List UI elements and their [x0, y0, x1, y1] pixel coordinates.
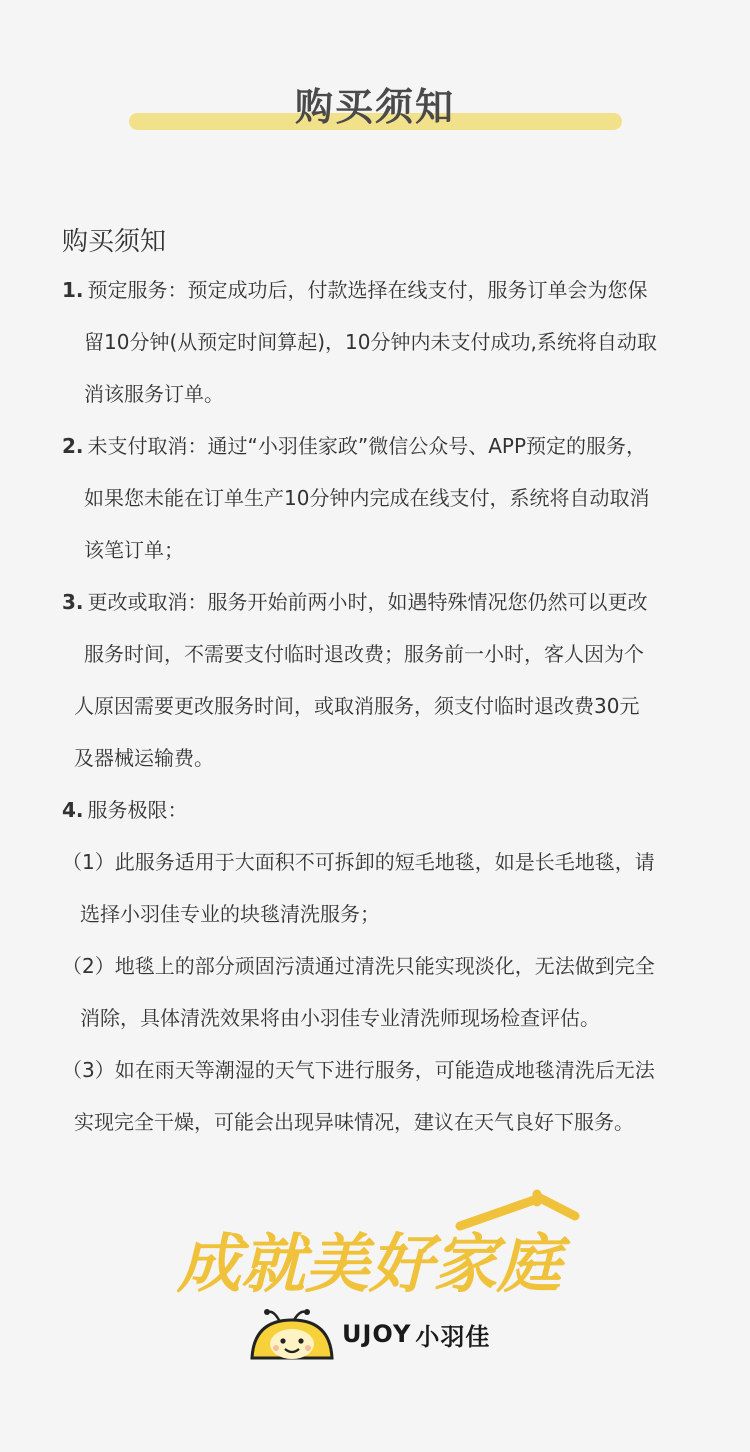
item-number: 2.: [62, 434, 84, 458]
slogan-logo: [175, 1188, 585, 1298]
bee-mascot-icon: [250, 1308, 334, 1360]
notice-item-2: [62, 420, 692, 576]
notice-sub-item-2: [62, 940, 692, 1044]
item-number: 4.: [62, 798, 84, 822]
notice-line: （1）此服务适用于大面积不可拆卸的短毛地毯，如是长毛地毯，请: [62, 850, 655, 874]
item-number: 3.: [62, 590, 84, 614]
brand-cn: 小羽佳: [415, 1322, 491, 1351]
notice-item-1: [62, 264, 692, 420]
brand-en: UJOY: [342, 1320, 412, 1348]
notice-sub-item-1: [62, 836, 692, 940]
notice-line: 选择小羽佳专业的块毯清洗服务；: [80, 902, 380, 926]
notice-line: 消除，具体清洗效果将由小羽佳专业清洗师现场检查评估。: [80, 1006, 600, 1030]
notice-item-4: [62, 784, 692, 836]
notice-line: 2. 未支付取消：通过“小羽佳家政”微信公众号、APP预定的服务，: [62, 434, 647, 458]
notice-line: 实现完全干燥，可能会出现异味情况，建议在天气良好下服务。: [74, 1110, 634, 1134]
brand-logo-row: [250, 1308, 490, 1360]
notice-line: （2）地毯上的部分顽固污渍通过清洗只能实现淡化，无法做到完全: [62, 954, 655, 978]
notice-line: （3）如在雨天等潮湿的天气下进行服务，可能造成地毯清洗后无法: [62, 1058, 655, 1082]
page-header: [0, 70, 750, 140]
notice-line: 如果您未能在订单生产10分钟内完成在线支付，系统将自动取消: [84, 486, 650, 510]
notice-item-3: [62, 576, 692, 784]
notice-line: 消该服务订单。: [84, 382, 224, 406]
notice-line: 1. 预定服务：预定成功后，付款选择在线支付，服务订单会为您保: [62, 278, 648, 302]
notice-sub-item-3: [62, 1044, 692, 1148]
notice-line: 留10分钟(从预定时间算起)，10分钟内未支付成功,系统将自动取: [84, 330, 657, 354]
notice-line: 3. 更改或取消：服务开始前两小时，如遇特殊情况您仍然可以更改: [62, 590, 648, 614]
notice-content: [62, 222, 692, 1148]
notice-line: 该笔订单；: [84, 538, 184, 562]
notice-line: 人原因需要更改服务时间，或取消服务，须支付临时退改费30元: [74, 694, 640, 718]
notice-line: 4. 服务极限：: [62, 798, 188, 822]
brand-footer: [0, 1188, 750, 1368]
house-roof-icon: [460, 1194, 575, 1226]
slogan-text: 成就美好家庭: [177, 1228, 561, 1298]
notice-line: 及器械运输费。: [74, 746, 214, 770]
item-number: 1.: [62, 278, 84, 302]
notice-line: 服务时间，不需要支付临时退改费；服务前一小时，客人因为个: [84, 642, 644, 666]
page-title: 购买须知: [294, 85, 455, 129]
section-title: 购买须知: [62, 227, 167, 257]
